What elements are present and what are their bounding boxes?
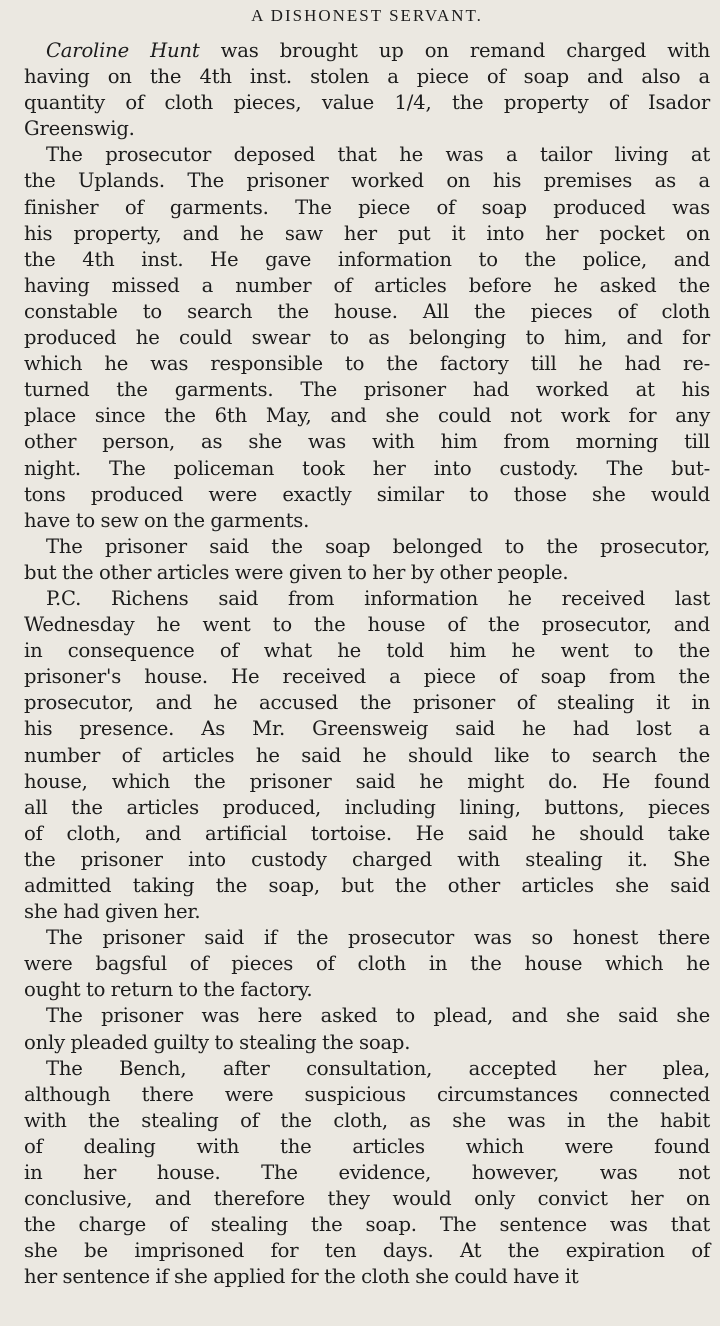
article-paragraph [24, 534, 710, 586]
article-line: The prisoner was here asked to plead, and she said she [46, 1004, 710, 1028]
article-line: with the stealing of the cloth, as she was in the habit [24, 1108, 710, 1132]
article-line: all the articles produced, including lining, buttons, pieces [24, 795, 710, 819]
article-line: Greenswig. [24, 117, 135, 141]
article-line: having missed a number of articles before he asked the [24, 273, 710, 297]
article-line: tons produced were exactly similar to those she would [24, 482, 710, 506]
article-line: her sentence if she applied for the cloth she could have it [24, 1265, 579, 1289]
article-line: having on the 4th inst. stolen a piece of soap and also a [24, 65, 710, 89]
article-line: although there were suspicious circumstances connected [24, 1082, 710, 1106]
article-line: The prisoner said if the prosecutor was so honest there [46, 926, 710, 950]
article-paragraph [24, 1003, 710, 1055]
article-line: of cloth, and artificial tortoise. He said he should take [24, 821, 710, 845]
article-line: she be imprisoned for ten days. At the expiration of [24, 1239, 710, 1263]
article-paragraph [24, 586, 710, 925]
article-line: number of articles he said he should like to search the [24, 743, 710, 767]
article-paragraph [24, 142, 710, 533]
article-line: Wednesday he went to the house of the prosecutor, and [24, 613, 710, 637]
article-line: conclusive, and therefore they would only convict her on [24, 1187, 710, 1211]
article-line: the Uplands. The prisoner worked on his premises as a [24, 169, 710, 193]
article-line: which he was responsible to the factory till he had re- [24, 352, 710, 376]
article-line: prosecutor, and he accused the prisoner of stealing it in [24, 691, 710, 715]
article-line: the prisoner into custody charged with stealing it. She [24, 847, 710, 871]
article-line: the 4th inst. He gave information to the police, and [24, 247, 710, 271]
article-line: his presence. As Mr. Greensweig said he had lost a [24, 717, 710, 741]
article-line: The Bench, after consultation, accepted her plea, [46, 1056, 710, 1080]
article-line: only pleaded guilty to stealing the soap. [24, 1030, 411, 1054]
article-line: place since the 6th May, and she could not work for any [24, 404, 710, 428]
article-body [24, 38, 710, 1291]
article-line: constable to search the house. All the pieces of cloth [24, 299, 710, 323]
article-line: ought to return to the factory. [24, 978, 313, 1002]
article-line: of dealing with the articles which were found [24, 1134, 710, 1158]
article-line: admitted taking the soap, but the other articles she said [24, 874, 710, 897]
article-line: P.C. Richens said from information he received last [46, 586, 710, 610]
article-line: night. The policeman took her into custody. The but- [24, 456, 710, 480]
article-line: quantity of cloth pieces, value 1/4, the property of Isador [24, 91, 710, 115]
defendant-name: Caroline Hunt [46, 39, 200, 62]
article-line: finisher of garments. The piece of soap produced was [24, 195, 710, 219]
article-line: the charge of stealing the soap. The sentence was that [24, 1213, 710, 1237]
article-line: have to sew on the garments. [24, 508, 310, 532]
article-paragraph [24, 38, 710, 142]
article-line: were bagsful of pieces of cloth in the house which he [24, 952, 710, 976]
article-line: The prosecutor deposed that he was a tailor living at [46, 143, 710, 167]
article-line: in her house. The evidence, however, was not [24, 1161, 710, 1185]
article-line: Caroline Hunt was brought up on remand charged with [46, 39, 710, 62]
article-line: she had given her. [24, 900, 201, 924]
article-line: his property, and he saw her put it into her pocket on [24, 221, 710, 245]
article-paragraph [24, 925, 710, 1003]
article-line: but the other articles were given to her by other people. [24, 560, 569, 584]
article-headline: A DISHONEST SERVANT. [251, 6, 483, 25]
article-line: house, which the prisoner said he might do. He found [24, 769, 710, 793]
article-line: other person, as she was with him from morning till [24, 430, 710, 454]
article-line: in consequence of what he told him he went to the [24, 639, 710, 663]
article-line: prisoner's house. He received a piece of soap from the [24, 665, 710, 689]
article-line: turned the garments. The prisoner had worked at his [24, 378, 710, 402]
article-line: produced he could swear to as belonging to him, and for [24, 326, 710, 350]
article-paragraph [24, 1056, 710, 1291]
article-line: The prisoner said the soap belonged to the prosecutor, [46, 534, 710, 558]
